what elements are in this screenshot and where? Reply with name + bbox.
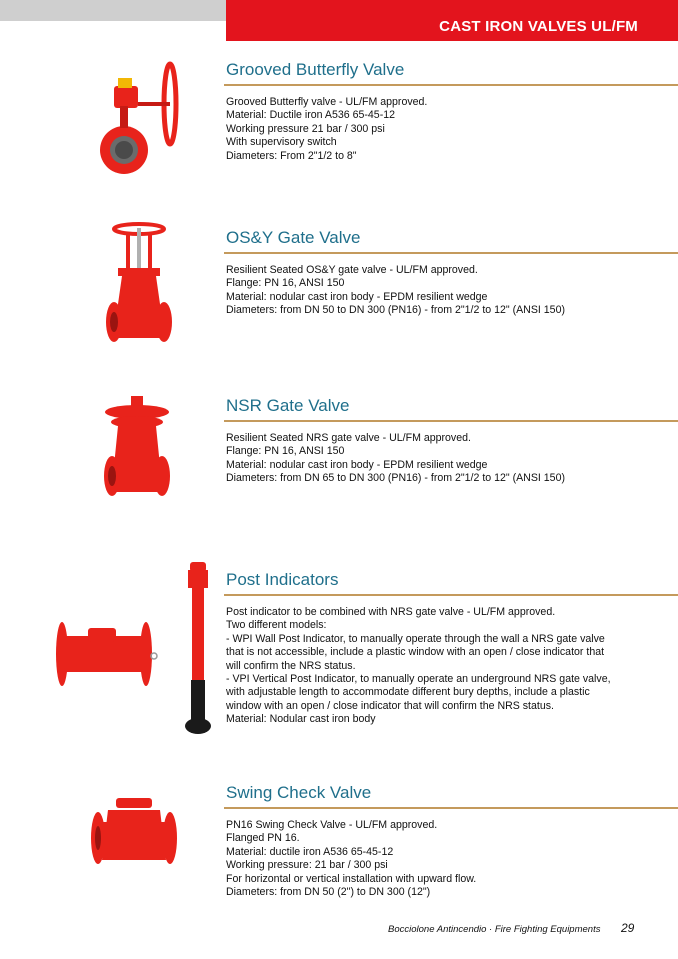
- title-rule: [224, 807, 678, 809]
- title-rule: [224, 594, 678, 596]
- vertical-post-indicator-image: [182, 562, 214, 736]
- product-title: OS&Y Gate Valve: [226, 228, 361, 247]
- butterfly-valve-image: [98, 58, 180, 190]
- product-title: Post Indicators: [226, 570, 339, 589]
- product-description: PN16 Swing Check Valve - UL/FM approved. Flanged PN 16. Material: ductile iron A536 65-45-12 Working pressure: 21 bar / 300 psi For horizontal or vertical installation with upward flow. Diameters: from DN 50 (2") to DN 300 (12"): [226, 819, 477, 899]
- header-gray-band: [0, 0, 226, 21]
- product-description: Grooved Butterfly valve - UL/FM approved. Material: Ductile iron A536 65-45-12 Working pressure 21 bar / 300 psi With supervisory switch Diameters: From 2"1/2 to 8": [226, 96, 428, 162]
- page-title: CAST IRON VALVES UL/FM: [439, 18, 638, 35]
- product-title: Swing Check Valve: [226, 783, 372, 802]
- nsr-gate-valve-image: [102, 396, 172, 502]
- title-rule: [224, 84, 678, 86]
- product-description: Resilient Seated NRS gate valve - UL/FM approved. Flange: PN 16, ANSI 150 Material: nodular cast iron body - EPDM resilient wedge Diameters: from DN 65 to DN 300 (PN16) - from 2"1/2 to 12" (ANSI 150): [226, 432, 565, 485]
- product-title: NSR Gate Valve: [226, 396, 350, 415]
- footer-text: Bocciolone Antincendio · Fire Fighting Equipments: [388, 924, 601, 935]
- product-description: Resilient Seated OS&Y gate valve - UL/FM approved. Flange: PN 16, ANSI 150 Material: nodular cast iron body - EPDM resilient wedge Diameters: from DN 50 to DN 300 (PN16) - from 2"1/2 to 12" (ANSI 150): [226, 264, 565, 317]
- osy-gate-valve-image: [104, 222, 174, 346]
- wall-post-indicator-image: [54, 618, 158, 690]
- title-rule: [224, 252, 678, 254]
- page-number: 29: [621, 921, 635, 935]
- title-rule: [224, 420, 678, 422]
- swing-check-valve-image: [90, 796, 178, 868]
- product-title: Grooved Butterfly Valve: [226, 60, 405, 79]
- product-description: Post indicator to be combined with NRS gate valve - UL/FM approved. Two different models: - WPI Wall Post Indicator, to manually operate through the wall a NRS gate valve that is not accessible, include a plastic window with an open / close indicator that will confirm the NRS status. - VPI Vertical Post Indicator, to manually operate an underground NRS gate valve, with adjustable length to accommodate different bury depths, include a plastic window with an open / close indicator that will confirm the NRS status. Material: Nodular cast iron body: [226, 606, 611, 726]
